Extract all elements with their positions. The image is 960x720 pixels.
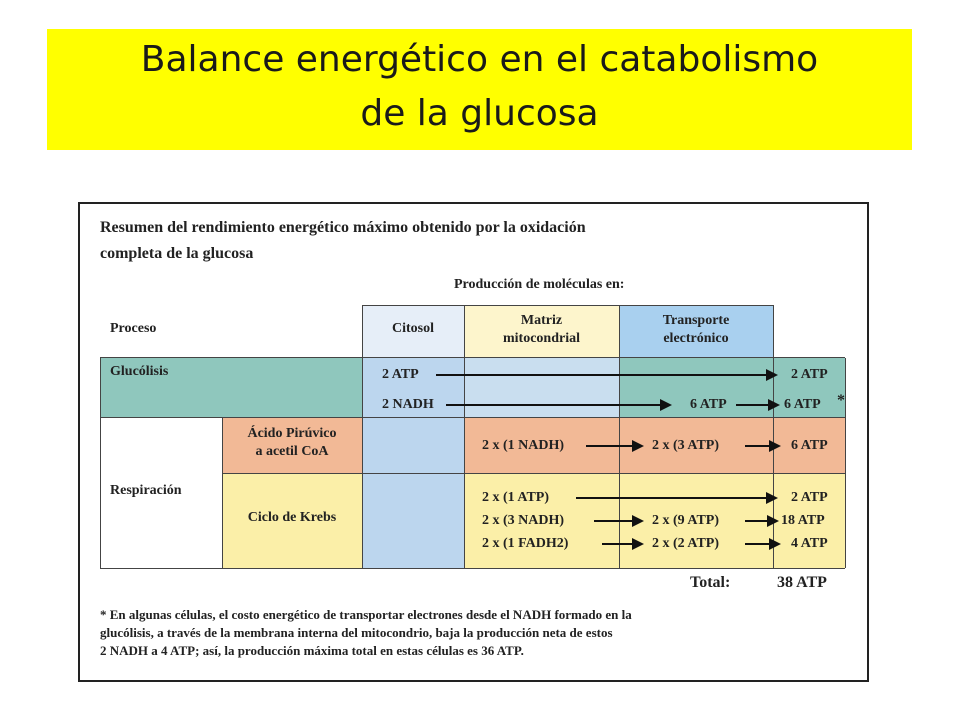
- row-label-glucolisis: Glucólisis: [110, 364, 169, 379]
- sub-label-krebs: Ciclo de Krebs: [247, 510, 337, 525]
- production-label: Producción de moléculas en:: [454, 277, 625, 292]
- grid-line: [100, 417, 845, 418]
- glucolisis-transport-atp: 6 ATP: [690, 397, 727, 412]
- grid-line: [362, 305, 363, 568]
- sub-label-piruvico-line-2: a acetil CoA: [255, 444, 329, 459]
- glucolisis-citosol-atp: 2 ATP: [382, 367, 419, 382]
- krebs-matriz-atp: 2 x (1 ATP): [482, 490, 550, 505]
- sub-label-piruvico-line-1: Ácido Pirúvico: [247, 426, 337, 441]
- arrow-piruvico-matriz: [586, 445, 642, 447]
- krebs-total-2: 18 ATP: [781, 513, 825, 528]
- krebs-total-3: 4 ATP: [791, 536, 828, 551]
- piruvico-total: 6 ATP: [791, 438, 828, 453]
- arrow-piruvico-transport: [745, 445, 779, 447]
- arrow-krebs-nadh: [594, 520, 642, 522]
- asterisk-mark: *: [837, 392, 845, 409]
- glucolisis-total-2: 6 ATP: [784, 397, 821, 412]
- grid-line: [222, 473, 845, 474]
- arrow-krebs-atp: [576, 497, 776, 499]
- figure-heading-line-1: Resumen del rendimiento energético máximo obtenido por la oxidación: [100, 219, 586, 236]
- piruvico-matriz: 2 x (1 NADH): [482, 438, 565, 453]
- footnote-line-3: 2 NADH a 4 ATP; así, la producción máxima total en estas células es 36 ATP.: [100, 643, 524, 658]
- header-citosol: Citosol: [392, 321, 434, 336]
- arrow-krebs-fadh2-total: [745, 543, 779, 545]
- header-matriz-line-2: mitocondrial: [503, 331, 580, 346]
- header-transporte-line-2: electrónico: [663, 331, 729, 346]
- grid-line: [362, 305, 773, 306]
- krebs-transport-fadh2: 2 x (2 ATP): [652, 536, 720, 551]
- grid-line: [773, 305, 774, 568]
- footnote-line-2: glucólisis, a través de la membrana interna del mitocondrio, baja la producción neta de estos: [100, 625, 613, 640]
- arrow-krebs-fadh2: [602, 543, 642, 545]
- krebs-total-1: 2 ATP: [791, 490, 828, 505]
- energy-summary-figure: [78, 202, 869, 682]
- slide-title: [47, 33, 912, 141]
- piruvico-transport: 2 x (3 ATP): [652, 438, 720, 453]
- total-value: 38 ATP: [777, 574, 827, 591]
- glucolisis-citosol-nadh: 2 NADH: [382, 397, 434, 412]
- matriz-gluc-cell: [464, 358, 619, 418]
- header-transporte-line-1: Transporte: [662, 313, 730, 328]
- grid-line: [100, 357, 845, 358]
- arrow-glucolisis-atp: [436, 374, 776, 376]
- grid-line: [100, 358, 101, 568]
- arrow-krebs-nadh-total: [745, 520, 777, 522]
- krebs-matriz-fadh2: 2 x (1 FADH2): [482, 536, 569, 551]
- row-label-respiracion: Respiración: [110, 483, 182, 498]
- citosol-column: [362, 358, 464, 568]
- arrow-glucolisis-nadh: [446, 404, 670, 406]
- slide-title-line-1: Balance energético en el catabolismo: [140, 39, 819, 80]
- footnote-line-1: * En algunas células, el costo energético de transportar electrones desde el NADH formado en la: [100, 607, 632, 622]
- figure-heading-line-2: completa de la glucosa: [100, 245, 254, 262]
- glucolisis-total-1: 2 ATP: [791, 367, 828, 382]
- header-matriz-line-1: Matriz: [520, 313, 563, 328]
- header-proceso: Proceso: [110, 321, 157, 336]
- grid-line: [845, 358, 846, 568]
- grid-line: [100, 568, 845, 569]
- arrow-glucolisis-nadh-total: [736, 404, 778, 406]
- krebs-transport-nadh: 2 x (9 ATP): [652, 513, 720, 528]
- krebs-matriz-nadh: 2 x (3 NADH): [482, 513, 565, 528]
- slide-title-line-2: de la glucosa: [360, 93, 599, 134]
- total-label: Total:: [690, 574, 731, 591]
